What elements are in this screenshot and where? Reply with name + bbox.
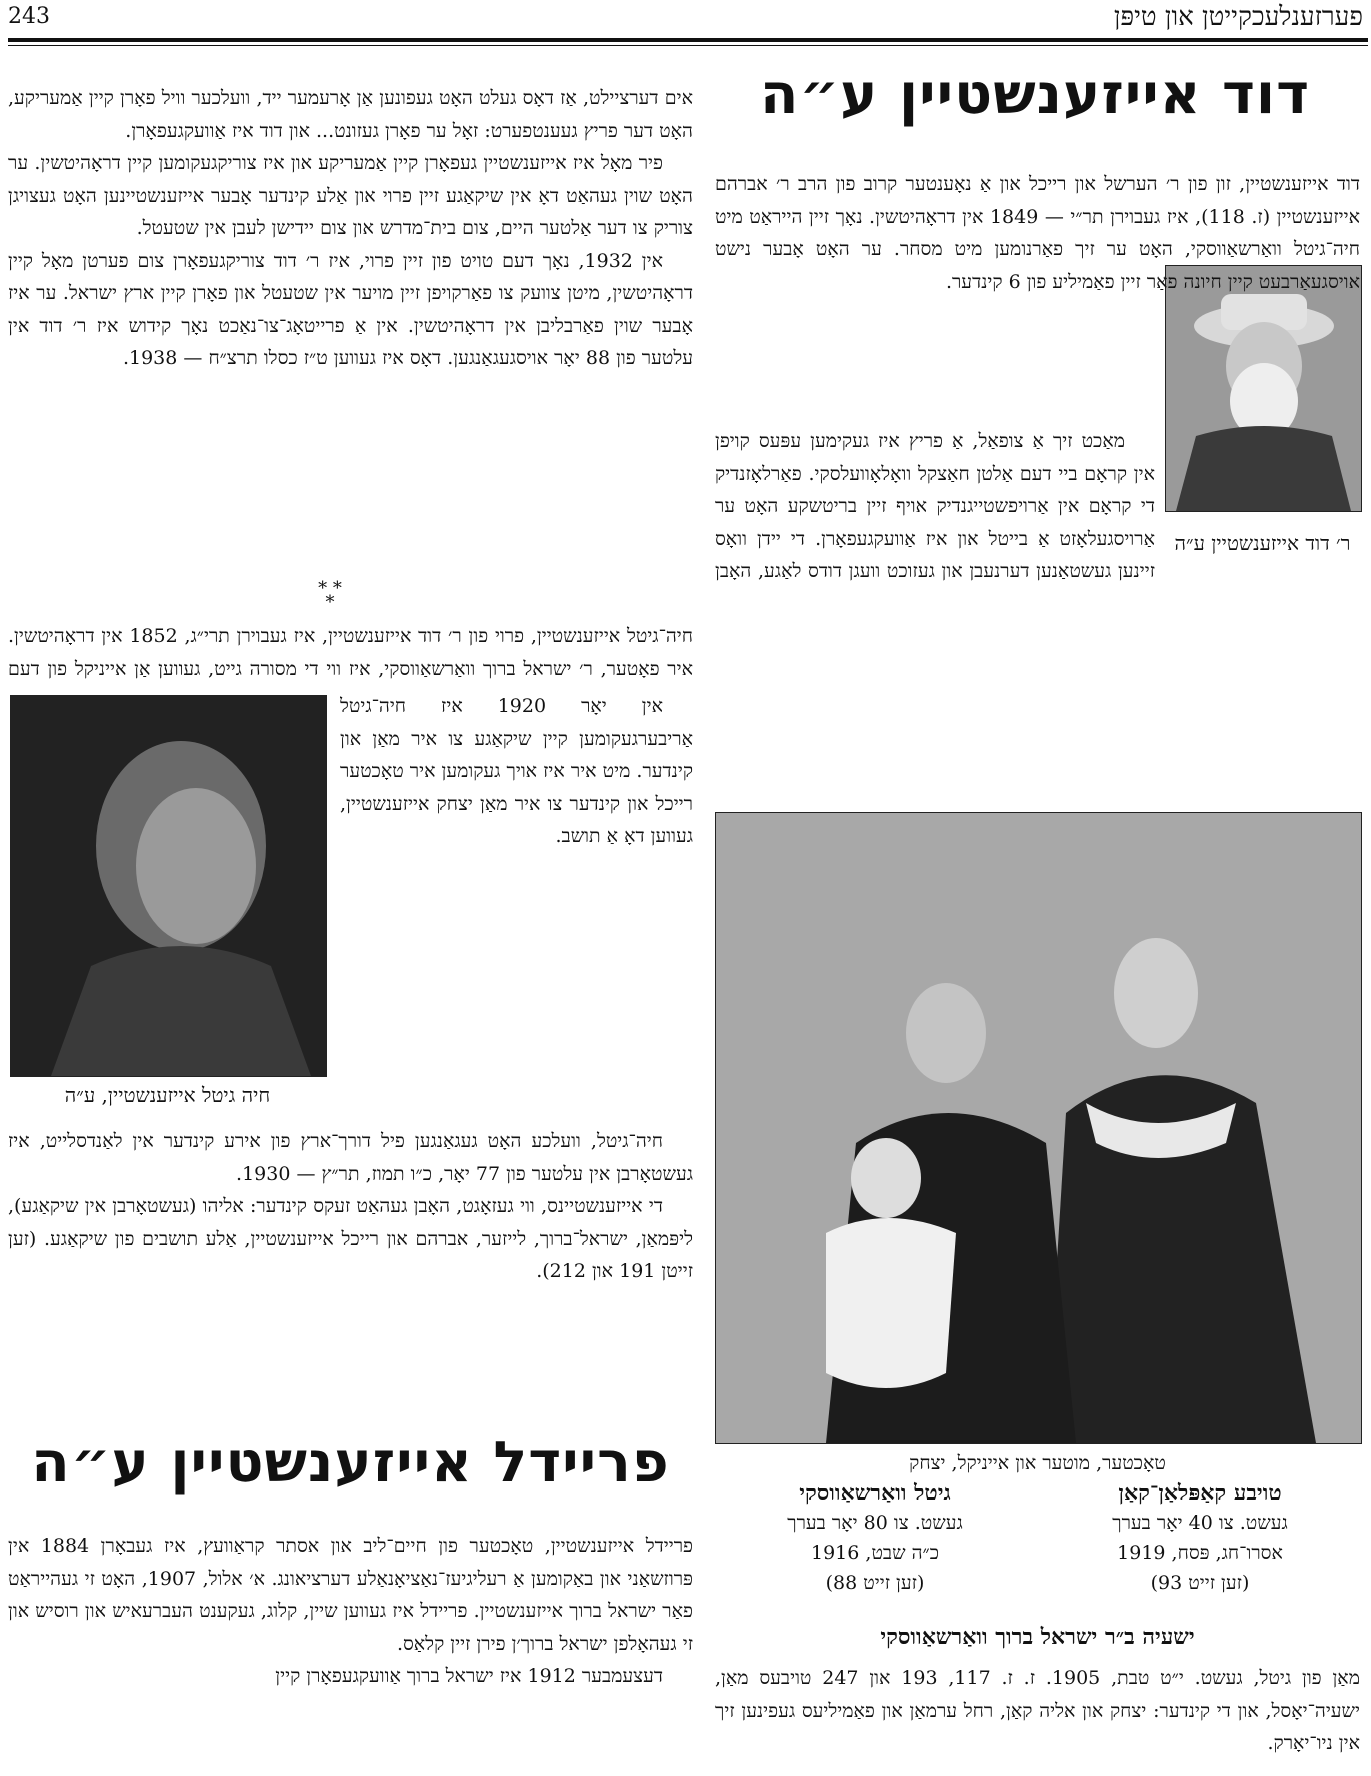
caption-gitl-name: גיטל וואַרשאַווסקי [799, 1480, 951, 1506]
caption-tovbe-line2: אסרו־חג, פּסח, 1919 [1117, 1542, 1283, 1564]
caption-tovbe-name: טויבע קאַפּלאַן־קאַן [1118, 1480, 1282, 1506]
caption-yeshaye [715, 1622, 1360, 1656]
chaye-paragraph-4: די אייזענשטיינס, ווי געזאָגט, האָבן געהאַט זעקס קינדער: אליהו (געשטאָרבן אין שיקאַגע), ליפּמאַן, ישראל־ברוך, לייזער, אברהם און רייכל אייזענשטיין, אַלע תושבים פון שיקאַגע. (זען זייטן 191 און 212). [8, 1195, 693, 1282]
caption-yeshaye-name: ישעיה ב״ר ישראל ברוך וואַרשאַווסקי [880, 1624, 1195, 1650]
header-rule-thin [8, 45, 1368, 46]
dovid-paragraph-2-narrow [715, 425, 1155, 585]
dovid-heading: דוד אייזענשטיין ע״ה [759, 62, 1311, 127]
chaye-paragraph-2-narrow [340, 690, 693, 1120]
chaye-paragraph-3: חיה־גיטל, וועלכע האָט געגאַנגען פיל דורך־ארץ פון אירע קינדער אין לאַנדסלייט, איז געשטאָרבן אין עלטער פון 77 יאָר, כ״ו תמוז, תר״ץ — 1930. [8, 1130, 693, 1185]
caption-yeshaye-body: מאַן פון גיטל, געשט. י״ט טבת, 1905. ז. ז. 117, 193 און 247 טויבעס מאַן, ישעיה־יאָסל, און די קינדער: יצחק און אליה קאַן, רחל ערמאַן און פאַמיליעס געפינען זיך אין ניו־יאָרק. [715, 1667, 1360, 1754]
chaye-portrait [10, 695, 327, 1077]
portrait-image-chaye [11, 696, 326, 1076]
dovid-paragraph-1-top [715, 168, 1360, 333]
dovid-portrait-caption: ר׳ דוד אייזענשטיין ע״ה [1174, 531, 1351, 555]
left-column-top [8, 82, 693, 582]
chaye-paragraph-1-full [8, 620, 693, 685]
chaye-paragraph-1: חיה־גיטל אייזענשטיין, פרוי פון ר׳ דוד אייזענשטיין, איז געבוירן תרי״ג, 1852 אין דראָהיטשין. איר פאָטער, ר׳ ישראל ברוך וואַרשאַווסקי, איז ווי די מסורה גייט, געווען אַן אייניקל פון דעם [8, 625, 693, 680]
chaye-paragraph-2: אין יאָר 1920 איז חיה־גיטל אַריבערגעקומען קיין שיקאַגע צו איר מאַן און קינדער. מיט איר איז אויך געקומען איר טאָכטער רייכל און קינדער צו איר מאַן יצחק אייזענשטיין, געווען דאָ אַ תושב. [340, 695, 693, 847]
caption-tovbe [1045, 1478, 1355, 1618]
caption-gitl-line2: כ״ה שבט, 1916 [811, 1542, 939, 1564]
caption-gitl-line1: געשט. צו 80 יאָר בערך [787, 1512, 963, 1534]
freydl-paragraph-1: פריידל אייזענשטיין, טאָכטער פון חיים־ליב און אסתר קראַוועץ, איז געבאָרן 1884 אין פּרוזשאַני און באַקומען אַ רעליגיעז־נאַציאָנאַלע דערציאונג. א׳ אלול, 1907, האָט זי געהייראַט פאַר ישראל ברוך אייזענשטיין. פריידל איז געווען שיין, קלוג, געקענט העברעאיש און רוסיש און זי געהאָלפן ישראל ברוך׳ן פירן זיין קלאַס. [8, 1535, 693, 1655]
running-title: פערזענלעכקייטן און טיפּן [1113, 2, 1363, 32]
family-photo-image [716, 813, 1361, 1443]
caption-tovbe-line3: (זען זייט 93) [1150, 1572, 1250, 1594]
left-paragraph-1: אים דערציילט, אַז דאָס געלט האָט געפונען אַן אָרעמער ייד, וועלכער וויל פאָרן קיין אַמעריקע, האָט דער פריץ געענטפערט: זאָל ער פאָרן געזונט... און דוד איז אַוועקגעפאָרן. [8, 87, 693, 142]
page-number: 243 [8, 4, 50, 29]
family-photo-caption: טאָכטער, מוטער און אייניקל, יצחק [909, 1452, 1166, 1474]
freydl-column [8, 1530, 693, 1770]
section-stars: * * * [318, 578, 342, 613]
chaye-portrait-caption: חיה גיטל אייזענשטיין, ע״ה [64, 1083, 271, 1107]
dovid-paragraph-2: מאַכט זיך אַ צופאַל, אַ פריץ איז געקימען עפּעס קויפן אין קראָם ביי דעם אַלטן חאַצקל וואָלאָוועלסקי. פאַרלאָזנדיק די קראָם אין אַרויפשטייגנדיק אויף זיין בריטשקע האָט ער אַרויסגעלאָזט אַ בייטל און איז אַוועקגעפאָרן. די יידן וואָס זיינען געשטאַנען דערנעבן און געזוכט וועגן דודס לאַגע, האָבן [715, 430, 1155, 582]
freydl-paragraph-2: דעצעמבער 1912 איז ישראל ברוך אַוועקגעפאָרן קיין [275, 1665, 663, 1687]
left-paragraph-3: אין 1932, נאָך דעם טויט פון זיין פרוי, איז ר׳ דוד צוריקגעפאָרן צום פערטן מאָל קיין דראָהיטשין, מיטן צוועק צו פאַרקויפן זיין מויער אין שטעטל און פאָרן קיין ארץ ישראל. ער איז אָבער שוין פאַרבליבן אין דראָהיטשין. אין אַ פרייטאָג־צו־נאַכט נאָך קידוש איז ר׳ דוד אין עלטער פון 88 יאָר אויסגעגאַנגען. דאָס איז געווען ט״ז כסלו תרצ״ח — 1938. [8, 249, 693, 369]
chaye-column-bottom [8, 1125, 693, 1415]
page-header [0, 0, 1371, 40]
caption-yeshaye-text [715, 1662, 1360, 1772]
family-photo [715, 812, 1362, 1444]
header-rule [8, 38, 1368, 42]
dovid-paragraph-1: דוד אייזענשטיין, זון פון ר׳ הערשל און רייכל און אַ נאָענטער קרוב פון הרב ר׳ אברהם אייזענשטיין (ז. 118), איז געבוירן תר״י — 1849 אין דראָהיטשין. נאָך זיין הייראַט מיט חיה־גיטל וואַרשאַווסקי, האָט ער זיך פאַרנומען מיט מסחר. ער האָט אָבער נישט אויסגעאַרבעט קיין חיונה פאַר זיין פאַמיליע פון 6 קינדער. [715, 173, 1360, 293]
freydl-heading: פריידל אייזענשטיין ע״ה [31, 1430, 670, 1495]
caption-gitl [720, 1478, 1030, 1618]
caption-tovbe-line1: געשט. צו 40 יאָר בערך [1112, 1512, 1288, 1534]
caption-gitl-line3: (זען זייט 88) [825, 1572, 925, 1594]
left-paragraph-2: פיר מאָל איז אייזענשטיין געפאָרן קיין אַמעריקע און איז צוריקגעקומען קיין דראָהיטשין. ער האָט שוין געהאַט דאָ אין שיקאַגע זיין פרוי און אַלע קינדער אָבער אייזענשטיינען האָט געצויגן צוריק צו דער אַלטער היים, צום בית־מדרש און צום יידישן לעבן אין שטעטל. [8, 152, 693, 239]
